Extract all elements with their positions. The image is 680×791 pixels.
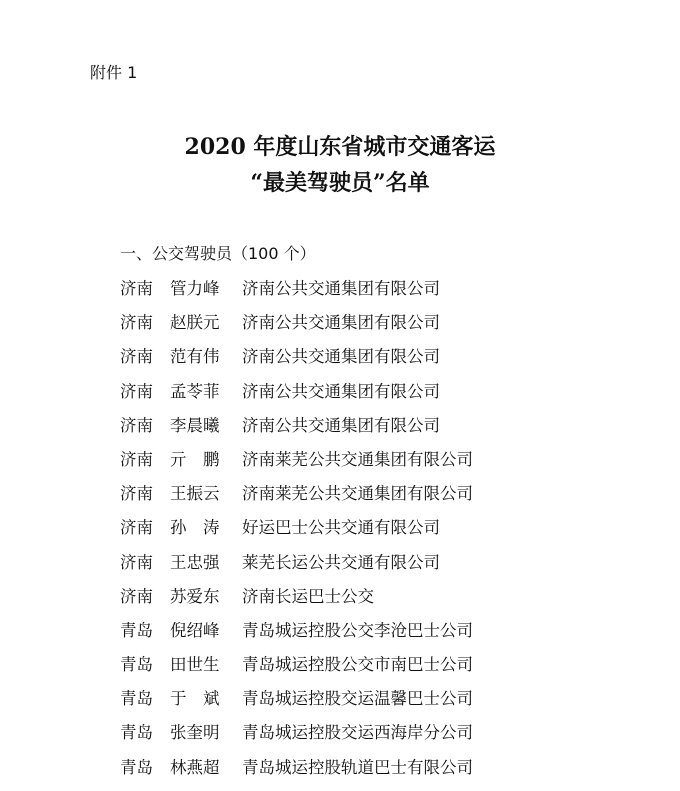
name-cell: 王忠强 bbox=[170, 552, 220, 572]
list-item bbox=[120, 278, 473, 312]
list-item bbox=[120, 757, 473, 791]
organization-cell: 青岛城运控股交运西海岸分公司 bbox=[242, 723, 473, 743]
list-item bbox=[120, 346, 473, 380]
organization-cell: 济南公共交通集团有限公司 bbox=[242, 415, 440, 435]
list-item bbox=[120, 620, 473, 654]
organization-cell: 济南莱芜公共交通集团有限公司 bbox=[242, 484, 473, 504]
list-item bbox=[120, 722, 473, 756]
list-item bbox=[120, 586, 473, 620]
section-heading: 一、公交驾驶员（100 个） bbox=[120, 244, 316, 263]
list-item bbox=[120, 688, 473, 722]
city-cell: 青岛 bbox=[120, 723, 153, 743]
name-cell: 孙 涛 bbox=[170, 518, 220, 538]
driver-list bbox=[120, 278, 473, 791]
city-cell: 济南 bbox=[120, 449, 153, 469]
city-cell: 青岛 bbox=[120, 757, 153, 777]
attachment-label: 附件 1 bbox=[90, 63, 138, 82]
name-cell: 赵朕元 bbox=[170, 313, 220, 333]
list-item bbox=[120, 415, 473, 449]
name-cell: 田世生 bbox=[170, 655, 220, 675]
city-cell: 济南 bbox=[120, 586, 153, 606]
name-cell: 张奎明 bbox=[170, 723, 220, 743]
city-cell: 济南 bbox=[120, 415, 153, 435]
list-item bbox=[120, 517, 473, 551]
organization-cell: 济南公共交通集团有限公司 bbox=[242, 279, 440, 298]
name-cell: 管力峰 bbox=[170, 279, 220, 298]
name-cell: 苏爱东 bbox=[170, 586, 220, 606]
list-item bbox=[120, 312, 473, 346]
city-cell: 青岛 bbox=[120, 655, 153, 675]
city-cell: 济南 bbox=[120, 518, 153, 538]
city-cell: 济南 bbox=[120, 552, 153, 572]
list-item bbox=[120, 552, 473, 586]
organization-cell: 青岛城运控股公交市南巴士公司 bbox=[242, 655, 473, 675]
name-cell: 倪绍峰 bbox=[170, 620, 220, 640]
list-item bbox=[120, 381, 473, 415]
name-cell: 于 斌 bbox=[170, 689, 220, 709]
organization-cell: 济南公共交通集团有限公司 bbox=[242, 347, 440, 367]
list-item bbox=[120, 483, 473, 517]
list-item bbox=[120, 449, 473, 483]
document-title-line2: “最美驾驶员”名单 bbox=[250, 170, 430, 196]
city-cell: 济南 bbox=[120, 279, 153, 298]
name-cell: 范有伟 bbox=[170, 347, 220, 367]
city-cell: 青岛 bbox=[120, 620, 153, 640]
document-title-line1: 2020 年度山东省城市交通客运 bbox=[184, 134, 496, 160]
name-cell: 李晨曦 bbox=[170, 415, 220, 435]
organization-cell: 青岛城运控股公交李沧巴士公司 bbox=[242, 620, 473, 640]
organization-cell: 青岛城运控股交运温馨巴士公司 bbox=[242, 689, 473, 709]
organization-cell: 济南长运巴士公交 bbox=[242, 586, 374, 606]
organization-cell: 济南莱芜公共交通集团有限公司 bbox=[242, 449, 473, 469]
organization-cell: 济南公共交通集团有限公司 bbox=[242, 381, 440, 401]
organization-cell: 青岛城运控股轨道巴士有限公司 bbox=[242, 757, 473, 777]
name-cell: 亓 鹏 bbox=[170, 449, 220, 469]
organization-cell: 莱芜长运公共交通有限公司 bbox=[242, 552, 440, 572]
name-cell: 孟苓菲 bbox=[170, 381, 220, 401]
city-cell: 济南 bbox=[120, 484, 153, 504]
city-cell: 济南 bbox=[120, 381, 153, 401]
list-item bbox=[120, 654, 473, 688]
city-cell: 济南 bbox=[120, 313, 153, 333]
name-cell: 王振云 bbox=[170, 484, 220, 504]
organization-cell: 好运巴士公共交通有限公司 bbox=[242, 518, 440, 538]
name-cell: 林燕超 bbox=[170, 757, 220, 777]
city-cell: 济南 bbox=[120, 347, 153, 367]
city-cell: 青岛 bbox=[120, 689, 153, 709]
organization-cell: 济南公共交通集团有限公司 bbox=[242, 313, 440, 333]
